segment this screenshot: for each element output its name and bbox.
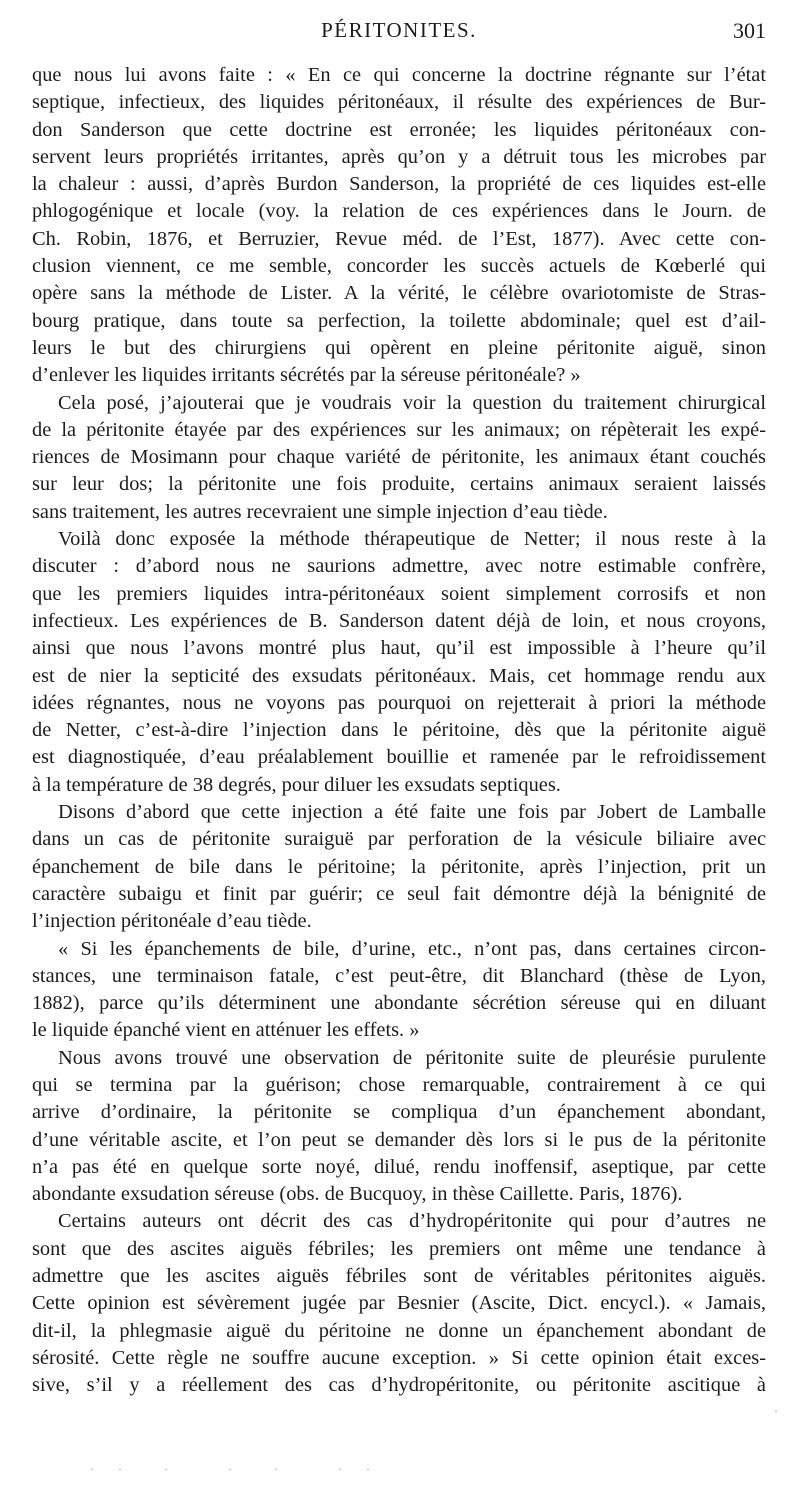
text-line: opère sans la méthode de Lister. A la vérité, le célèbre ovariotomiste de Stras- [32, 282, 766, 305]
text-line: dans un cas de péritonite suraiguë par perforation de la vésicule biliaire avec [32, 828, 766, 851]
text-line: leurs le but des chirurgiens qui opèrent en pleine péritonite aiguë, sinon [32, 336, 766, 359]
text-line: abondante exsudation séreuse (obs. de Bucquoy, in thèse Caillette. Paris, 1876). [32, 1183, 683, 1206]
text-line: stances, une terminaison fatale, c’est peut-être, dit Blanchard (thèse de Lyon, [32, 964, 766, 987]
text-line: « Si les épanchements de bile, d’urine, etc., n’ont pas, dans certaines circon- [58, 937, 766, 960]
text-line: sive, s’il y a réellement des cas d’hydropéritonite, ou péritonite ascitique à [32, 1374, 766, 1397]
text-line: bourg pratique, dans toute sa perfection, la toilette abdominale; quel est d’ail- [32, 309, 766, 332]
text-line: dit-il, la phlegmasie aiguë du péritoine ne donne un épanchement abondant de [32, 1319, 766, 1342]
text-line: clusion viennent, ce me semble, concorder les succès actuels de Kœberlé qui [32, 255, 766, 278]
text-line: que les premiers liquides intra-péritonéaux soient simplement corrosifs et non [32, 582, 766, 605]
running-title: PÉRITONITES. [321, 18, 477, 42]
text-line: Disons d’abord que cette injection a été faite une fois par Jobert de Lamballe [58, 801, 766, 824]
text-line: discuter : d’abord nous ne saurions admettre, avec notre estimable confrère, [32, 555, 766, 578]
text-line: Voilà donc exposée la méthode thérapeutique de Netter; il nous reste à la [58, 528, 766, 551]
text-line: qui se termina par la guérison; chose remarquable, contrairement à ce qui [32, 1073, 766, 1096]
text-line: sont que des ascites aiguës fébriles; les premiers ont même une tendance à [32, 1237, 766, 1260]
text-line: d’une véritable ascite, et l’on peut se demander dès lors si le pus de la péritonite [32, 1128, 766, 1151]
body-text [32, 62, 766, 1400]
text-line: riences de Mosimann pour chaque variété de péritonite, les animaux étant couchés [32, 446, 766, 469]
text-line: ainsi que nous l’avons montré plus haut, qu’il est impossible à l’heure qu’il [32, 637, 766, 660]
text-line: 1882), parce qu’ils déterminent une abondante sécrétion séreuse qui en diluant [32, 992, 766, 1015]
text-line: de la péritonite étayée par des expériences sur les animaux; on répèterait les expé- [32, 418, 766, 441]
text-line: idées régnantes, nous ne voyons pas pourquoi on rejetterait à priori la méthode [32, 691, 766, 714]
text-line: infectieux. Les expériences de B. Sanderson datent déjà de loin, et nous croyons, [32, 609, 766, 632]
text-line: épanchement de bile dans le péritoine; la péritonite, après l’injection, prit un [32, 855, 766, 878]
text-line: l’injection péritonéale d’eau tiède. [32, 910, 312, 933]
bleed-through-noise: · · · · · · · [90, 1462, 376, 1476]
page-number: 301 [733, 18, 766, 43]
text-line: est de nier la septicité des exsudats péritonéaux. Mais, cet hommage rendu aux [32, 664, 766, 687]
text-line: Nous avons trouvé une observation de péritonite suite de pleurésie purulente [58, 1046, 766, 1069]
text-line: sérosité. Cette règle ne souffre aucune exception. » Si cette opinion était exces- [32, 1346, 766, 1369]
text-line: septique, infectieux, des liquides péritonéaux, il résulte des expériences de Bur- [32, 91, 766, 114]
text-line: le liquide épanché vient en atténuer les effets. » [32, 1019, 420, 1042]
text-line: la chaleur : aussi, d’après Burdon Sanderson, la propriété de ces liquides est-elle [32, 173, 766, 196]
text-line: sans traitement, les autres recevraient une simple injection d’eau tiède. [32, 500, 608, 523]
text-line: de Netter, c’est-à-dire l’injection dans le péritoine, dès que la péritonite aiguë [32, 719, 766, 742]
text-line: servent leurs propriétés irritantes, après qu’on y a détruit tous les microbes par [32, 145, 766, 168]
text-line: Cette opinion est sévèrement jugée par Besnier (Ascite, Dict. encycl.). « Jamais, [32, 1292, 766, 1315]
text-line: Cela posé, j’ajouterai que je voudrais voir la question du traitement chirurgical [58, 391, 766, 414]
text-line: sur leur dos; la péritonite une fois produite, certains animaux seraient laissés [32, 473, 766, 496]
text-line: admettre que les ascites aiguës fébriles sont de véritables péritonites aiguës. [32, 1265, 766, 1288]
text-line: que nous lui avons faite : « En ce qui concerne la doctrine régnante sur l’état [32, 64, 766, 86]
text-line: caractère subaigu et finit par guérir; ce seul fait démontre déjà la bénignité de [32, 882, 766, 905]
running-head [32, 6, 766, 46]
text-line: à la température de 38 degrés, pour diluer les exsudats septiques. [32, 773, 561, 796]
text-line: est diagnostiquée, d’eau préalablement bouillie et ramenée par le refroidissement [32, 746, 766, 769]
text-line: phlogogénique et locale (voy. la relation de ces expériences dans le Journ. de [32, 200, 766, 223]
text-line: n’a pas été en quelque sorte noyé, dilué, rendu inoffensif, aseptique, par cette [32, 1155, 766, 1178]
text-line: Certains auteurs ont décrit des cas d’hydropéritonite qui pour d’autres ne [58, 1210, 766, 1233]
margin-speck: · [774, 1404, 778, 1418]
text-line: d’enlever les liquides irritants sécrétés par la séreuse péritonéale? » [32, 364, 581, 387]
text-line: don Sanderson que cette doctrine est erronée; les liquides péritonéaux con- [32, 118, 766, 141]
text-line: Ch. Robin, 1876, et Berruzier, Revue méd. de l’Est, 1877). Avec cette con- [32, 227, 766, 250]
text-line: arrive d’ordinaire, la péritonite se compliqua d’un épanchement abondant, [32, 1101, 766, 1124]
